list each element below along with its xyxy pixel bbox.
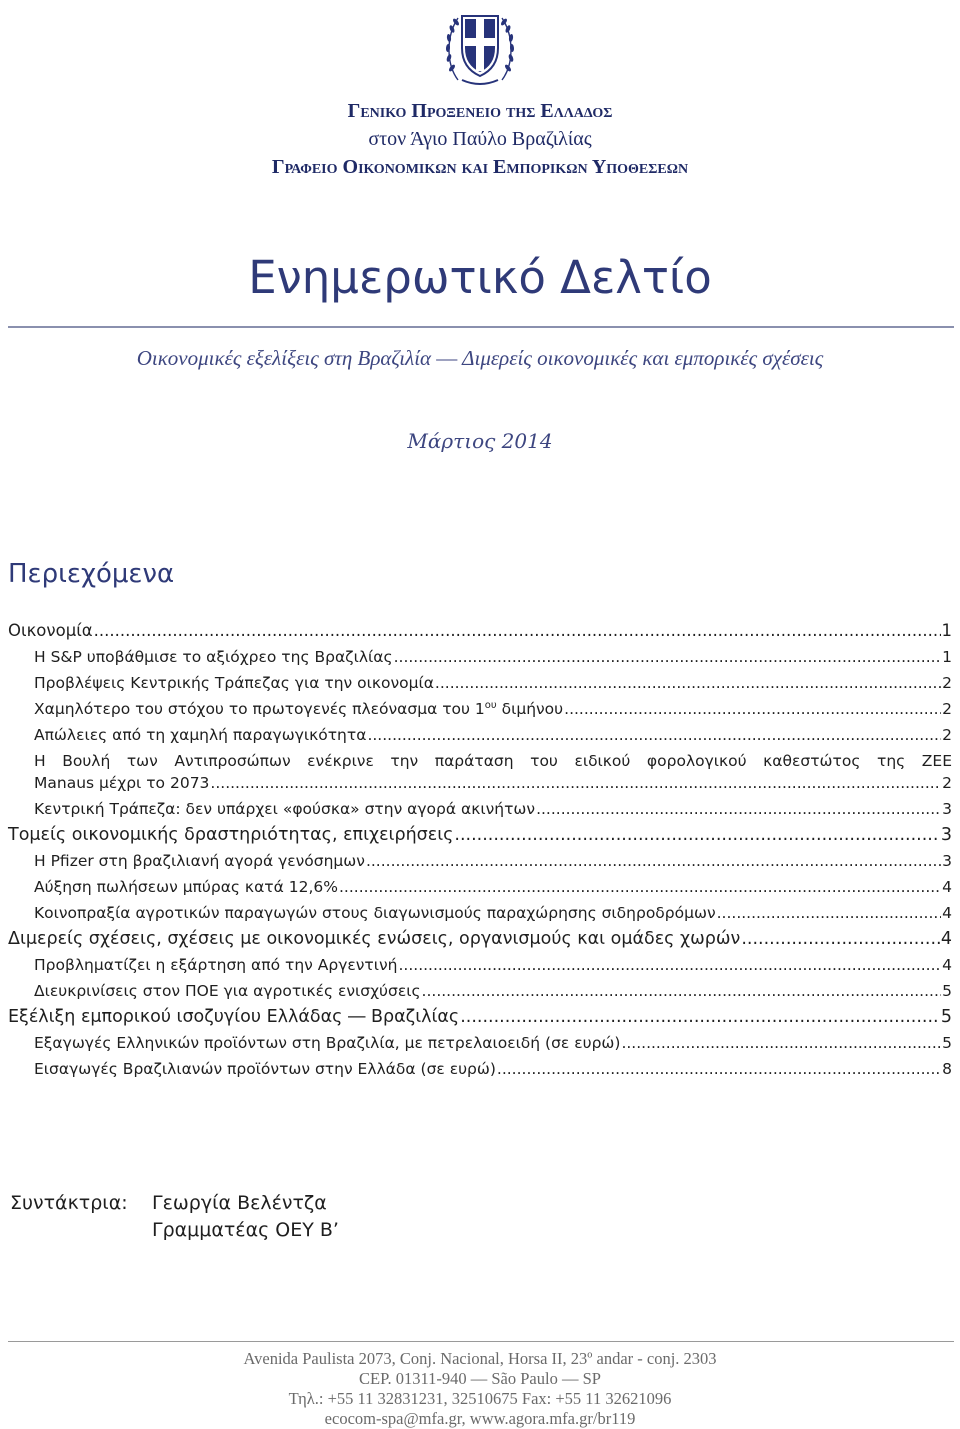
toc-page-number: 3: [942, 800, 952, 818]
toc-page-number: 2: [942, 774, 952, 792]
document-subtitle: Οικονομικές εξελίξεις στη Βραζιλία ― Διμερείς οικονομικές και εμπορικές σχέσεις: [136, 346, 824, 370]
toc-entry-text: Εξαγωγές Ελληνικών προϊόντων στη Βραζιλία, με πετρελαιοειδή (σε ευρώ): [34, 1034, 621, 1052]
author-role: Γραμματέας ΟΕΥ Β’: [152, 1219, 339, 1241]
toc-entry-text: Διευκρινίσεις στον ΠΟΕ για αγροτικές ενισχύσεις: [34, 982, 421, 1000]
toc-leader-dots: [536, 796, 941, 822]
toc-leader-dots: [422, 978, 942, 1004]
footer-cep: CEP. 01311-940 ― São Paulo ― SP: [359, 1369, 601, 1388]
toc-leader-dots: [367, 722, 941, 748]
toc-page-number: 5: [942, 982, 952, 1000]
toc-entry-text: Κεντρική Τράπεζα: δεν υπάρχει «φούσκα» στην αγορά ακινήτων: [34, 800, 536, 818]
toc-leader-dots: [435, 670, 941, 696]
toc-entry-text: Κοινοπραξία αγροτικών παραγωγών στους διαγωνισμούς παραχώρησης σιδηροδρόμων: [34, 904, 716, 922]
toc-entry-trade-balance[interactable]: [8, 1004, 952, 1030]
toc-page-number: 5: [940, 1007, 952, 1027]
toc-entry-text: Εισαγωγές Βραζιλιανών προϊόντων στην Ελλάδα (σε ευρώ): [34, 1060, 496, 1078]
toc-page-number: 2: [942, 674, 952, 692]
author-name: Γεωργία Βελέντζα: [152, 1192, 327, 1214]
toc-leader-dots: [621, 1030, 941, 1056]
toc-entry-text: Προβληματίζει η εξάρτηση από την Αργεντινή: [34, 956, 398, 974]
toc-leader-dots: [460, 1004, 940, 1030]
toc-entry[interactable]: [8, 644, 952, 670]
footer-contact[interactable]: ecocom-spa@mfa.gr, www.agora.mfa.gr/br119: [324, 1409, 636, 1428]
greek-coat-of-arms-emblem: [440, 2, 520, 88]
toc-leader-dots: [454, 822, 939, 848]
toc-entry-text: Οικονομία: [8, 621, 93, 640]
toc-entry-text-part: διμήνου: [496, 700, 564, 718]
document-date: Μάρτιος 2014: [407, 429, 553, 453]
toc-leader-dots: [717, 900, 942, 926]
toc-entry[interactable]: [8, 1056, 952, 1082]
toc-entry-text: Τομείς οικονομικής δραστηριότητας, επιχειρήσεις: [8, 825, 454, 845]
toc-leader-dots: [497, 1056, 941, 1082]
toc-entry-text: Αύξηση πωλήσεων μπύρας κατά 12,6%: [34, 878, 338, 896]
ordinal-superscript: ου: [484, 699, 497, 711]
toc-entry-text-line1: Η Βουλή των Αντιπροσώπων ενέκρινε την παράταση του ειδικού φορολογικού καθεστώτος της ΖΕΕ: [34, 752, 952, 770]
toc-page-number: 8: [942, 1060, 952, 1078]
toc-page-number: 2: [942, 700, 952, 718]
toc-leader-dots: [366, 848, 941, 874]
toc-entry-text: Εξέλιξη εμπορικού ισοζυγίου Ελλάδας ― Βραζιλίας: [8, 1007, 460, 1027]
toc-entry-multiline[interactable]: [8, 748, 952, 796]
toc-leader-dots: [210, 772, 941, 794]
toc-heading: Περιεχόμενα: [8, 559, 175, 589]
consulate-location: στον Άγιο Παύλο Βραζιλίας: [368, 128, 592, 150]
toc-entry-text: Απώλειες από τη χαμηλή παραγωγικότητα: [34, 726, 367, 744]
toc-entry-text: [34, 696, 563, 722]
toc-entry-line2: [34, 772, 952, 794]
author-label: Συντάκτρια:: [10, 1192, 128, 1214]
footer-address: Avenida Paulista 2073, Conj. Nacional, Horsa II, 23º andar - conj. 2303: [243, 1349, 717, 1368]
toc-leader-dots: [94, 618, 941, 644]
footer: [0, 1349, 960, 1429]
toc-entry-text: Η Pfizer στη βραζιλιανή αγορά γενόσημων: [34, 852, 365, 870]
toc-entry[interactable]: [8, 848, 952, 874]
toc-entry[interactable]: [8, 696, 952, 722]
toc-leader-dots: [339, 874, 941, 900]
toc-leader-dots: [398, 952, 941, 978]
toc-entry[interactable]: [8, 722, 952, 748]
toc-page-number: 5: [942, 1034, 952, 1052]
toc-entry[interactable]: [8, 1030, 952, 1056]
toc-entry[interactable]: [8, 796, 952, 822]
toc-leader-dots: [741, 926, 940, 952]
toc-entry[interactable]: [8, 952, 952, 978]
toc-entry-economy[interactable]: [8, 618, 952, 644]
toc-page-number: 4: [940, 929, 952, 949]
toc-page-number: 2: [942, 726, 952, 744]
consulate-name: Γενικο Προξενειο της Ελλαδος: [347, 100, 613, 122]
toc-entry-sectors[interactable]: [8, 822, 952, 848]
toc-entry-text-part: Χαμηλότερο του στόχου το πρωτογενές πλεόνασμα του 1: [34, 700, 485, 718]
toc-entry[interactable]: [8, 978, 952, 1004]
toc-page-number: 1: [941, 621, 952, 640]
author-row: [10, 1190, 339, 1217]
document-title: Ενημερωτικό Δελτίο: [248, 251, 712, 304]
footer-phone: Τηλ.: +55 11 32831231, 32510675 Fax: +55 11 32621096: [288, 1389, 672, 1408]
title-divider: [8, 326, 954, 328]
toc-entry-text: Προβλέψεις Κεντρικής Τράπεζας για την οικονομία: [34, 674, 434, 692]
toc-page-number: 1: [942, 648, 952, 666]
toc-page-number: 4: [942, 904, 952, 922]
toc-entry[interactable]: [8, 900, 952, 926]
toc-entry[interactable]: [8, 874, 952, 900]
toc-entry-text: Η S&P υποβάθμισε το αξιόχρεο της Βραζιλίας: [34, 648, 393, 666]
toc-entry-text-line2: Manaus μέχρι το 2073: [34, 774, 210, 792]
author-block: [10, 1190, 339, 1244]
toc-leader-dots: [564, 696, 941, 722]
table-of-contents: [8, 618, 952, 1082]
toc-entry[interactable]: [8, 670, 952, 696]
toc-entry-bilateral[interactable]: [8, 926, 952, 952]
footer-divider: [8, 1341, 954, 1342]
toc-page-number: 3: [940, 825, 952, 845]
toc-page-number: 3: [942, 852, 952, 870]
toc-entry-text: Διμερείς σχέσεις, σχέσεις με οικονομικές ενώσεις, οργανισμούς και ομάδες χωρών: [8, 929, 741, 949]
toc-leader-dots: [394, 644, 942, 670]
toc-page-number: 4: [942, 956, 952, 974]
office-name: Γραφειο Οικονομικων και Εμπορικων Υποθεσεων: [271, 156, 689, 178]
toc-page-number: 4: [942, 878, 952, 896]
